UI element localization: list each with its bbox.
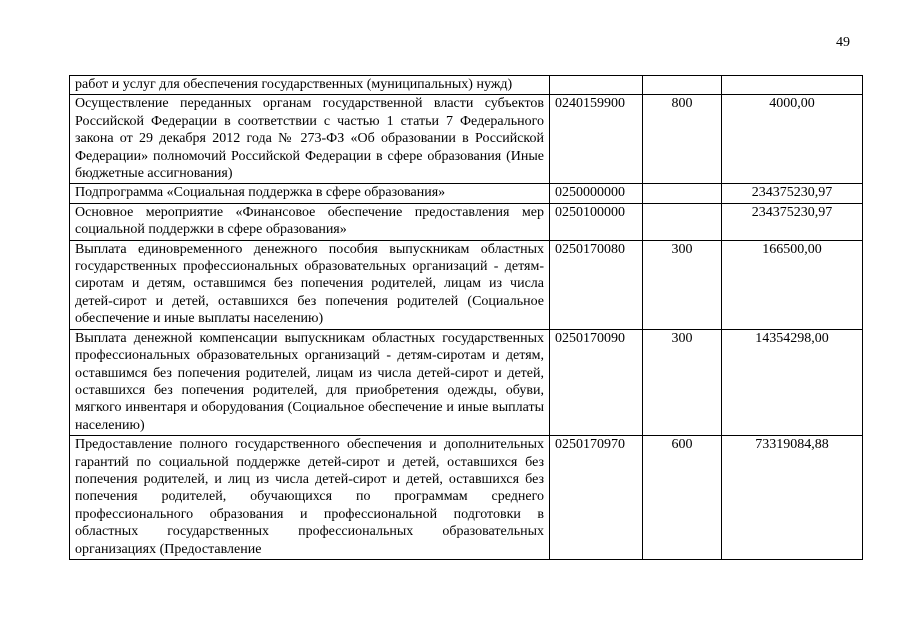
row-code: 0250170090: [550, 329, 643, 435]
row-sum: 166500,00: [722, 240, 863, 329]
row-code: 0240159900: [550, 95, 643, 184]
row-name: Подпрограмма «Социальная поддержка в сфере образования»: [70, 184, 550, 203]
row-name: Осуществление переданных органам государственной власти субъектов Российской Федерации в соответствии с частью 1 статьи 7 Федерального закона от 29 декабря 2012 года № 273-ФЗ «Об образовании в Российской Федерации» полномочий Российской Федерации в сфере образования (Иные бюджетные ассигнования): [70, 95, 550, 184]
row-sum: 234375230,97: [722, 203, 863, 240]
table-row: [70, 329, 863, 435]
row-code: 0250100000: [550, 203, 643, 240]
table-row: [70, 203, 863, 240]
row-code: 0250000000: [550, 184, 643, 203]
row-sum: 73319084,88: [722, 436, 863, 560]
row-expense-type: 300: [643, 240, 722, 329]
row-sum: [722, 76, 863, 95]
row-sum: 4000,00: [722, 95, 863, 184]
row-code: 0250170970: [550, 436, 643, 560]
row-code: [550, 76, 643, 95]
row-expense-type: [643, 76, 722, 95]
budget-table: [69, 75, 863, 560]
row-sum: 14354298,00: [722, 329, 863, 435]
row-code: 0250170080: [550, 240, 643, 329]
row-expense-type: 600: [643, 436, 722, 560]
table-row: [70, 240, 863, 329]
row-name: работ и услуг для обеспечения государственных (муниципальных) нужд): [70, 76, 550, 95]
row-name: Выплата единовременного денежного пособия выпускникам областных государственных профессиональных образовательных организаций - детям-сиротам и детям, оставшимся без попечения родителей, лицам из числа детей-сирот и детей, оставшихся без попечения родителей (Социальное обеспечение и иные выплаты населению): [70, 240, 550, 329]
row-sum: 234375230,97: [722, 184, 863, 203]
table-row: [70, 436, 863, 560]
row-name: Предоставление полного государственного обеспечения и дополнительных гарантий по социальной поддержке детей-сирот и детей, оставшихся без попечения родителей, и лиц из числа детей-сирот и детей, оставшихся без попечения родителей, обучающихся по программам среднего профессионального образования и профессиональной подготовки в областных государственных профессиональных образовательных организациях (Предоставление: [70, 436, 550, 560]
row-expense-type: [643, 203, 722, 240]
row-expense-type: 800: [643, 95, 722, 184]
table-row: [70, 76, 863, 95]
row-name: Основное мероприятие «Финансовое обеспечение предоставления мер социальной поддержки в сфере образования»: [70, 203, 550, 240]
row-expense-type: [643, 184, 722, 203]
row-name: Выплата денежной компенсации выпускникам областных государственных профессиональных образовательных организаций - детям-сиротам и детям, оставшимся без попечения родителей, лицам из числа детей-сирот и детей, оставшихся без попечения родителей, для приобретения одежды, обуви, мягкого инвентаря и оборудования (Социальное обеспечение и иные выплаты населению): [70, 329, 550, 435]
row-expense-type: 300: [643, 329, 722, 435]
table-row: [70, 184, 863, 203]
page-number: 49: [836, 35, 850, 50]
table-row: [70, 95, 863, 184]
